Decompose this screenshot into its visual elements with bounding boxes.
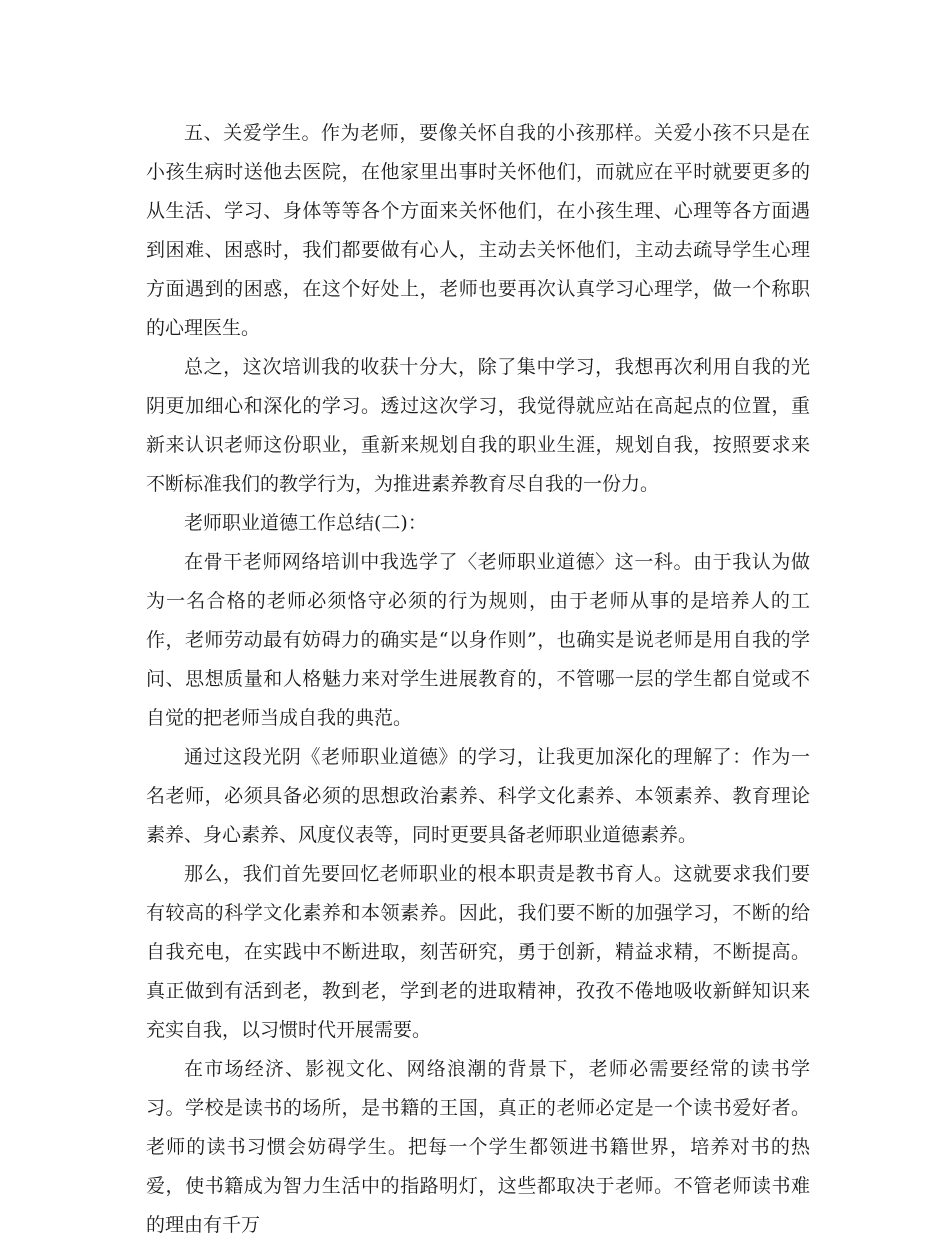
paragraph-duty: 那么，我们首先要回忆老师职业的根本职责是教书育人。这就要求我们要有较高的科学文化素养和本领素养。因此，我们要不断的加强学习，不断的给自我充电，在实践中不断进取，刻苦研究，勇于创新，精益求精，不断提高。真正做到有活到老，教到老，学到老的进取精神，孜孜不倦地吸收新鲜知识来充实自我，以习惯时代开展需要。 [146,863,810,1041]
paragraph-understanding: 通过这段光阴《老师职业道德》的学习，让我更加深化的理解了：作为一名老师，必须具备必须的思想政治素养、科学文化素养、本领素养、教育理论素养、身心素养、风度仪表等，同时更要具备老师职业道德素养。 [146,746,810,846]
paragraph-reading: 在市场经济、影视文化、网络浪潮的背景下，老师必需要经常的读书学习。学校是读书的场所，是书籍的王国，真正的老师必定是一个读书爱好者。老师的读书习惯会妨碍学生。把每一个学生都领进书籍世界，培养对书的热爱，使书籍成为智力生活中的指路明灯，这些都取决于老师。不管老师读书难的理由有千万 [146,1058,810,1236]
section-heading: 老师职业道德工作总结(二)： [184,512,427,534]
document-body [146,114,810,1245]
paragraph-care-for-students: 五、关爱学生。作为老师，要像关怀自我的小孩那样。关爱小孩不只是在小孩生病时送他去医院，在他家里出事时关怀他们，而就应在平时就要更多的从生活、学习、身体等等各个方面来关怀他们，在小孩生理、心理等各方面遇到困难、困惑时，我们都要做有心人，主动去关怀他们，主动去疏导学生心理方面遇到的困惑，在这个好处上，老师也要再次认真学习心理学，做一个称职的心理医生。 [146,122,810,339]
paragraph-summary: 总之，这次培训我的收获十分大，除了集中学习，我想再次利用自我的光阴更加细心和深化的学习。透过这次学习，我觉得就应站在高起点的位置，重新来认识老师这份职业，重新来规划自我的职业生涯，规划自我，按照要求来不断标准我们的教学行为，为推进素养教育尽自我的一份力。 [146,356,810,495]
paragraph-training-course: 在骨干老师网络培训中我选学了〈老师职业道德〉这一科。由于我认为做为一名合格的老师必须恪守必须的行为规则，由于老师从事的是培养人的工作，老师劳动最有妨碍力的确实是“以身作则”，也确实是说老师是用自我的学问、思想质量和人格魅力来对学生进展教育的，不管哪一层的学生都自觉或不自觉的把老师当成自我的典范。 [146,551,810,729]
